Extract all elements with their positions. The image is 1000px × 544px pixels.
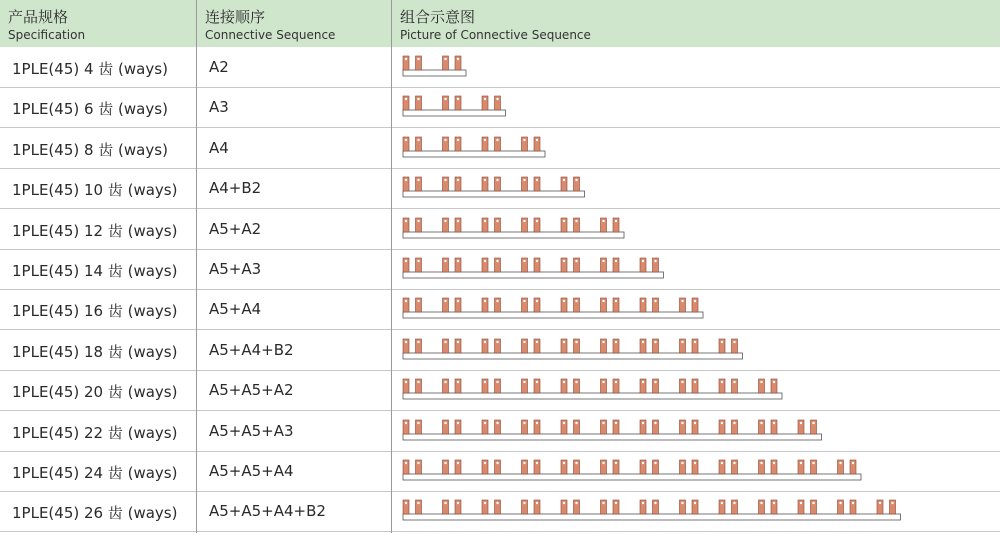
busbar-pin-hole: [654, 341, 656, 343]
busbar-base: [403, 70, 466, 76]
busbar-pin-hole: [484, 421, 486, 423]
busbar-pin-hole: [654, 462, 656, 464]
busbar-pin-hole: [484, 341, 486, 343]
busbar-pin-hole: [444, 139, 446, 141]
busbar-pin-hole: [615, 219, 617, 221]
busbar-pin-hole: [523, 381, 525, 383]
row-sequence: A5+A4: [209, 300, 262, 319]
busbar-pin-hole: [523, 341, 525, 343]
busbar-diagram: [398, 331, 998, 371]
busbar-pin-hole: [642, 462, 644, 464]
busbar-pin-hole: [575, 219, 577, 221]
busbar-pin-hole: [642, 341, 644, 343]
row-spec: 1PLE(45) 8 齿 (ways): [12, 140, 168, 159]
busbar-pin-hole: [563, 381, 565, 383]
busbar-pin-hole: [602, 300, 604, 302]
header-spec-zh: 产品规格: [8, 8, 69, 26]
busbar-pin-hole: [457, 179, 459, 181]
header-pic: [392, 0, 1000, 47]
busbar-pin-hole: [575, 502, 577, 504]
busbar-pin-hole: [563, 260, 565, 262]
busbar-pin-hole: [484, 300, 486, 302]
busbar-base: [403, 191, 585, 197]
busbar-pin-hole: [852, 502, 854, 504]
busbar-pin-hole: [891, 502, 893, 504]
busbar-pin-hole: [615, 502, 617, 504]
busbar-pin-hole: [405, 341, 407, 343]
busbar-pin-hole: [575, 381, 577, 383]
busbar-pin-hole: [444, 219, 446, 221]
busbar-pin-hole: [457, 421, 459, 423]
busbar-pin-hole: [405, 260, 407, 262]
table-header: [0, 0, 1000, 47]
busbar-pin-hole: [405, 139, 407, 141]
busbar-pin-hole: [484, 98, 486, 100]
busbar-pin-hole: [523, 260, 525, 262]
busbar-pin-hole: [575, 179, 577, 181]
busbar-pin-hole: [563, 462, 565, 464]
busbar-base: [403, 151, 545, 157]
busbar-pin-hole: [457, 58, 459, 60]
busbar-pin-hole: [615, 300, 617, 302]
busbar-pin-hole: [602, 462, 604, 464]
busbar-pin-hole: [773, 462, 775, 464]
busbar-pin-hole: [563, 300, 565, 302]
table-row: [0, 88, 1000, 128]
row-spec: 1PLE(45) 20 齿 (ways): [12, 383, 178, 402]
busbar-pin-hole: [536, 300, 538, 302]
busbar-base: [403, 514, 901, 520]
busbar-pin-hole: [536, 341, 538, 343]
busbar-pin-hole: [760, 421, 762, 423]
row-sequence: A3: [209, 98, 229, 117]
busbar-pin-hole: [484, 139, 486, 141]
busbar-pin-hole: [721, 421, 723, 423]
busbar-pin-hole: [721, 502, 723, 504]
row-sequence: A5+A5+A4+B2: [209, 502, 326, 521]
busbar-pin-hole: [496, 98, 498, 100]
busbar-pin-hole: [733, 502, 735, 504]
busbar-pin-hole: [523, 421, 525, 423]
busbar-pin-hole: [615, 260, 617, 262]
busbar-base: [403, 110, 506, 116]
busbar-pin-hole: [496, 139, 498, 141]
busbar-pin-hole: [642, 421, 644, 423]
busbar-pin-hole: [496, 179, 498, 181]
busbar-pin-hole: [642, 381, 644, 383]
busbar-pin-hole: [417, 462, 419, 464]
busbar-pin-hole: [602, 421, 604, 423]
busbar-pin-hole: [575, 260, 577, 262]
table-row: [0, 169, 1000, 209]
busbar-pin-hole: [721, 341, 723, 343]
busbar-pin-hole: [457, 341, 459, 343]
busbar-pin-hole: [484, 179, 486, 181]
busbar-pin-hole: [457, 300, 459, 302]
busbar-pin-hole: [839, 502, 841, 504]
busbar-pin-hole: [523, 462, 525, 464]
busbar-pin-hole: [602, 381, 604, 383]
busbar-pin-hole: [563, 179, 565, 181]
busbar-pin-hole: [457, 260, 459, 262]
busbar-diagram: [398, 250, 998, 290]
busbar-pin-hole: [496, 341, 498, 343]
busbar-pin-hole: [563, 341, 565, 343]
busbar-diagram: [398, 48, 998, 88]
busbar-pin-hole: [457, 381, 459, 383]
busbar-pin-hole: [536, 502, 538, 504]
row-spec: 1PLE(45) 16 齿 (ways): [12, 302, 178, 321]
table-row: [0, 452, 1000, 492]
header-pic-en: Picture of Connective Sequence: [400, 28, 591, 42]
busbar-pin-hole: [879, 502, 881, 504]
row-spec: 1PLE(45) 24 齿 (ways): [12, 464, 178, 482]
busbar-pin-hole: [536, 381, 538, 383]
busbar-pin-hole: [575, 421, 577, 423]
busbar-pin-hole: [405, 58, 407, 60]
busbar-pin-hole: [694, 421, 696, 423]
busbar-pin-hole: [405, 502, 407, 504]
busbar-pin-hole: [417, 341, 419, 343]
busbar-pin-hole: [484, 381, 486, 383]
row-sequence: A4: [209, 138, 229, 157]
busbar-pin-hole: [444, 179, 446, 181]
busbar-pin-hole: [654, 300, 656, 302]
busbar-pin-hole: [536, 421, 538, 423]
busbar-pin-hole: [642, 260, 644, 262]
busbar-pin-hole: [812, 502, 814, 504]
table-row: [0, 250, 1000, 290]
busbar-pin-hole: [694, 502, 696, 504]
header-seq: [197, 0, 391, 47]
busbar-pin-hole: [484, 502, 486, 504]
busbar-base: [403, 232, 624, 238]
row-spec: 1PLE(45) 14 齿 (ways): [12, 262, 178, 280]
row-spec: 1PLE(45) 6 齿 (ways): [12, 100, 168, 119]
busbar-pin-hole: [563, 219, 565, 221]
header-seq-en: Connective Sequence: [205, 28, 336, 42]
busbar-base: [403, 312, 703, 318]
busbar-pin-hole: [536, 462, 538, 464]
row-spec: 1PLE(45) 10 齿 (ways): [12, 181, 178, 200]
table-row: [0, 290, 1000, 330]
row-spec: 1PLE(45) 4 齿 (ways): [12, 60, 168, 78]
busbar-pin-hole: [523, 300, 525, 302]
row-sequence: A5+A3: [209, 260, 262, 278]
table-row: [0, 129, 1000, 169]
busbar-pin-hole: [760, 502, 762, 504]
busbar-pin-hole: [444, 381, 446, 383]
busbar-pin-hole: [444, 462, 446, 464]
busbar-pin-hole: [536, 179, 538, 181]
busbar-pin-hole: [681, 381, 683, 383]
busbar-pin-hole: [760, 381, 762, 383]
busbar-pin-hole: [800, 502, 802, 504]
busbar-pin-hole: [444, 58, 446, 60]
busbar-pin-hole: [417, 219, 419, 221]
busbar-pin-hole: [773, 421, 775, 423]
busbar-pin-hole: [839, 462, 841, 464]
busbar-pin-hole: [417, 381, 419, 383]
busbar-pin-hole: [457, 139, 459, 141]
busbar-pin-hole: [536, 139, 538, 141]
busbar-pin-hole: [417, 502, 419, 504]
busbar-pin-hole: [760, 462, 762, 464]
header-pic-zh: 组合示意图: [400, 8, 476, 26]
busbar-pin-hole: [417, 179, 419, 181]
busbar-diagram: [398, 371, 998, 411]
busbar-pin-hole: [563, 421, 565, 423]
busbar-pin-hole: [654, 502, 656, 504]
busbar-pin-hole: [457, 219, 459, 221]
busbar-pin-hole: [615, 381, 617, 383]
row-sequence: A5+A5+A2: [209, 381, 294, 400]
busbar-pin-hole: [484, 219, 486, 221]
row-spec: 1PLE(45) 22 齿 (ways): [12, 423, 178, 442]
busbar-pin-hole: [812, 462, 814, 464]
busbar-pin-hole: [536, 260, 538, 262]
busbar-pin-hole: [694, 381, 696, 383]
busbar-pin-hole: [602, 341, 604, 343]
busbar-pin-hole: [733, 462, 735, 464]
table-row: [0, 48, 1000, 88]
busbar-pin-hole: [405, 300, 407, 302]
busbar-pin-hole: [812, 421, 814, 423]
busbar-base: [403, 272, 664, 278]
busbar-pin-hole: [523, 179, 525, 181]
busbar-pin-hole: [457, 98, 459, 100]
busbar-pin-hole: [681, 502, 683, 504]
busbar-pin-hole: [417, 421, 419, 423]
busbar-base: [403, 474, 861, 480]
busbar-pin-hole: [496, 381, 498, 383]
busbar-pin-hole: [681, 462, 683, 464]
busbar-pin-hole: [444, 421, 446, 423]
busbar-pin-hole: [523, 502, 525, 504]
busbar-pin-hole: [733, 381, 735, 383]
row-sequence: A5+A4+B2: [209, 340, 294, 359]
busbar-pin-hole: [733, 421, 735, 423]
row-sequence: A2: [209, 58, 229, 76]
busbar-pin-hole: [405, 381, 407, 383]
busbar-pin-hole: [496, 502, 498, 504]
busbar-pin-hole: [681, 341, 683, 343]
busbar-pin-hole: [484, 260, 486, 262]
busbar-pin-hole: [615, 341, 617, 343]
busbar-base: [403, 393, 782, 399]
busbar-pin-hole: [602, 502, 604, 504]
busbar-pin-hole: [773, 502, 775, 504]
busbar-pin-hole: [405, 179, 407, 181]
busbar-pin-hole: [536, 219, 538, 221]
busbar-pin-hole: [694, 300, 696, 302]
busbar-pin-hole: [602, 260, 604, 262]
header-spec: [0, 0, 196, 47]
row-spec: 1PLE(45) 12 齿 (ways): [12, 221, 178, 240]
busbar-pin-hole: [654, 381, 656, 383]
busbar-pin-hole: [496, 260, 498, 262]
busbar-pin-hole: [405, 98, 407, 100]
busbar-pin-hole: [575, 462, 577, 464]
busbar-pin-hole: [694, 341, 696, 343]
busbar-pin-hole: [575, 341, 577, 343]
busbar-pin-hole: [444, 502, 446, 504]
busbar-pin-hole: [563, 502, 565, 504]
busbar-pin-hole: [575, 300, 577, 302]
busbar-diagram: [398, 492, 998, 532]
busbar-diagram: [398, 169, 998, 209]
busbar-pin-hole: [444, 98, 446, 100]
busbar-pin-hole: [405, 462, 407, 464]
busbar-pin-hole: [654, 421, 656, 423]
busbar-pin-hole: [444, 300, 446, 302]
row-spec: 1PLE(45) 18 齿 (ways): [12, 342, 178, 361]
row-sequence: A5+A5+A3: [209, 421, 294, 440]
table-row: [0, 371, 1000, 411]
column-divider: [196, 0, 197, 533]
busbar-diagram: [398, 210, 998, 250]
busbar-pin-hole: [417, 98, 419, 100]
busbar-diagram: [398, 412, 998, 452]
busbar-pin-hole: [721, 462, 723, 464]
busbar-pin-hole: [694, 462, 696, 464]
busbar-pin-hole: [681, 300, 683, 302]
busbar-pin-hole: [405, 219, 407, 221]
busbar-pin-hole: [457, 462, 459, 464]
busbar-pin-hole: [642, 502, 644, 504]
busbar-pin-hole: [496, 300, 498, 302]
busbar-pin-hole: [800, 421, 802, 423]
busbar-pin-hole: [523, 219, 525, 221]
row-spec: 1PLE(45) 26 齿 (ways): [12, 504, 178, 523]
busbar-pin-hole: [602, 219, 604, 221]
busbar-pin-hole: [721, 381, 723, 383]
header-seq-zh: 连接顺序: [205, 8, 266, 26]
row-divider: [0, 531, 1000, 532]
busbar-diagram: [398, 129, 998, 169]
table-row: [0, 331, 1000, 371]
busbar-pin-hole: [615, 421, 617, 423]
row-sequence: A5+A5+A4: [209, 462, 294, 480]
table-row: [0, 492, 1000, 532]
table-row: [0, 412, 1000, 452]
row-sequence: A5+A2: [209, 219, 262, 238]
busbar-pin-hole: [654, 260, 656, 262]
busbar-pin-hole: [496, 421, 498, 423]
busbar-pin-hole: [444, 341, 446, 343]
busbar-pin-hole: [496, 219, 498, 221]
busbar-pin-hole: [773, 381, 775, 383]
busbar-pin-hole: [417, 300, 419, 302]
busbar-diagram: [398, 88, 998, 128]
header-spec-en: Specification: [8, 28, 86, 42]
table-row: [0, 210, 1000, 250]
busbar-pin-hole: [417, 58, 419, 60]
busbar-pin-hole: [444, 260, 446, 262]
busbar-base: [403, 434, 822, 440]
busbar-pin-hole: [484, 462, 486, 464]
busbar-pin-hole: [733, 341, 735, 343]
busbar-diagram: [398, 290, 998, 330]
busbar-pin-hole: [852, 462, 854, 464]
column-divider: [391, 0, 392, 533]
busbar-base: [403, 353, 743, 359]
busbar-pin-hole: [800, 462, 802, 464]
busbar-pin-hole: [417, 139, 419, 141]
row-sequence: A4+B2: [209, 179, 262, 198]
busbar-pin-hole: [405, 421, 407, 423]
busbar-pin-hole: [523, 139, 525, 141]
busbar-pin-hole: [642, 300, 644, 302]
busbar-pin-hole: [496, 462, 498, 464]
busbar-pin-hole: [681, 421, 683, 423]
busbar-pin-hole: [417, 260, 419, 262]
busbar-pin-hole: [457, 502, 459, 504]
busbar-diagram: [398, 452, 998, 492]
busbar-pin-hole: [615, 462, 617, 464]
